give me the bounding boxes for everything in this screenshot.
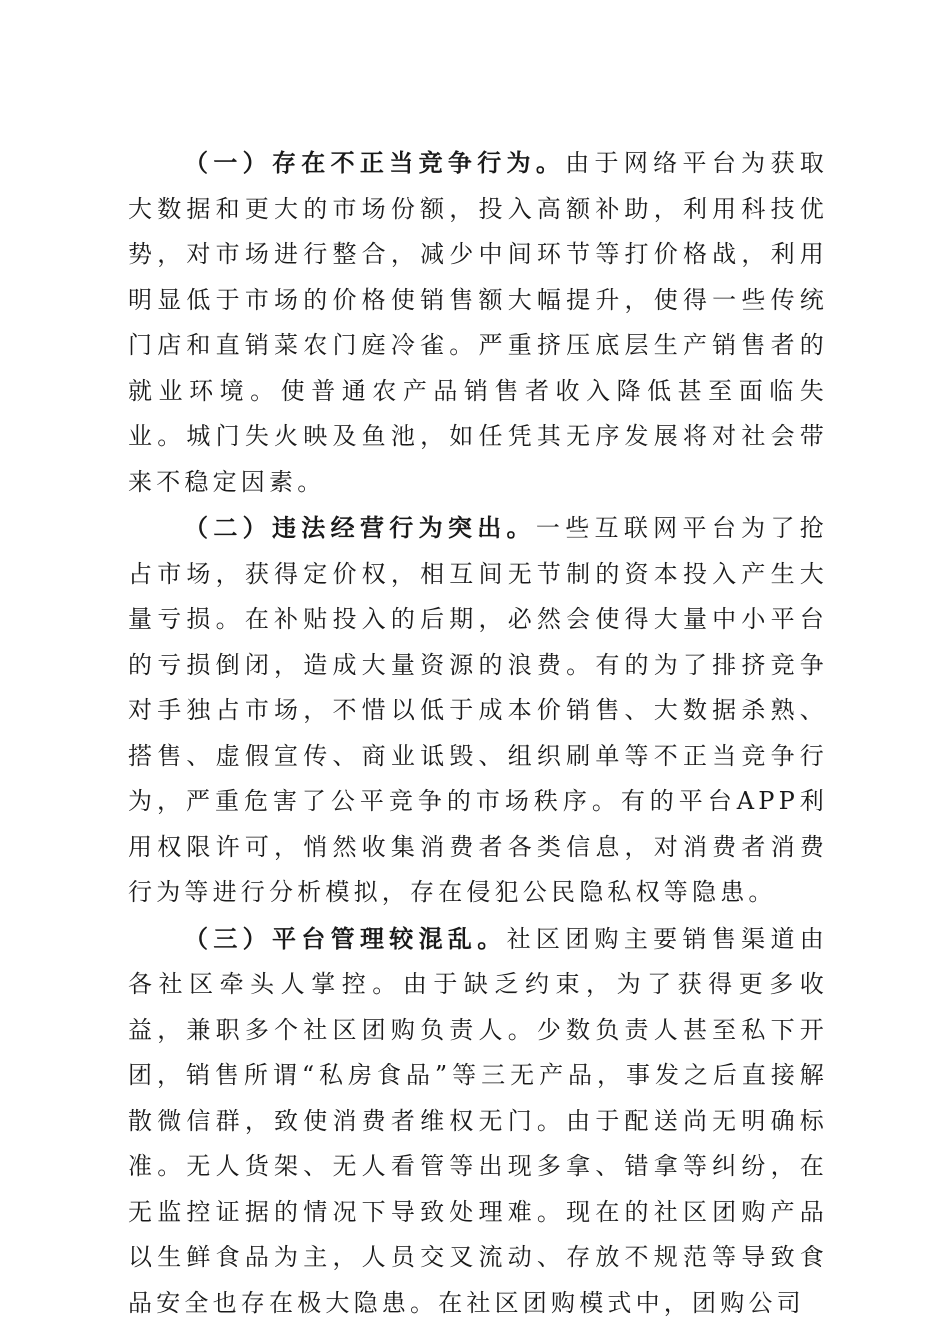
paragraph-1	[128, 140, 828, 505]
paragraph-3	[128, 916, 828, 1327]
paragraph-3-heading: （三）平台管理较混乱。	[184, 923, 507, 953]
paragraph-1-text: 由于网络平台为获取大数据和更大的市场份额，投入高额补助，利用科技优势，对市场进行整合，减少中间环节等打价格战，利用明显低于市场的价格使销售额大幅提升，使得一些传统门店和直销菜农门庭冷雀。严重挤压底层生产销售者的就业环境。使普通农产品销售者收入降低甚至面临失业。城门失火映及鱼池，如任凭其无序发展将对社会带来不稳定因素。	[128, 149, 828, 496]
document-body	[128, 140, 828, 1326]
paragraph-2	[128, 505, 828, 916]
paragraph-1-heading: （一）存在不正当竞争行为。	[184, 148, 566, 177]
paragraph-3-text: 社区团购主要销售渠道由各社区牵头人掌控。由于缺乏约束，为了获得更多收益，兼职多个社区团购负责人。少数负责人甚至私下开团，销售所谓“私房食品”等三无产品，事发之后直接解散微信群，致使消费者维权无门。由于配送尚无明确标准。无人货架、无人看管等出现多拿、错拿等纠纷，在无监控证据的情况下导致处理难。现在的社区团购产品以生鲜食品为主，人员交叉流动、存放不规范等导致食品安全也存在极大隐患。在社区团购模式中，团购公司	[128, 924, 828, 1317]
paragraph-2-heading: （二）违法经营行为突出。	[184, 513, 536, 542]
paragraph-2-text: 一些互联网平台为了抢占市场，获得定价权，相互间无节制的资本投入产生大量亏损。在补贴投入的后期，必然会使得大量中小平台的亏损倒闭，造成大量资源的浪费。有的为了排挤竞争对手独占市场，不惜以低于成本价销售、大数据杀熟、搭售、虚假宣传、商业诋毁、组织刷单等不正当竞争行为，严重危害了公平竞争的市场秩序。有的平台APP利用权限许可，悄然收集消费者各类信息，对消费者消费行为等进行分析模拟，存在侵犯公民隐私权等隐患。	[128, 514, 829, 906]
